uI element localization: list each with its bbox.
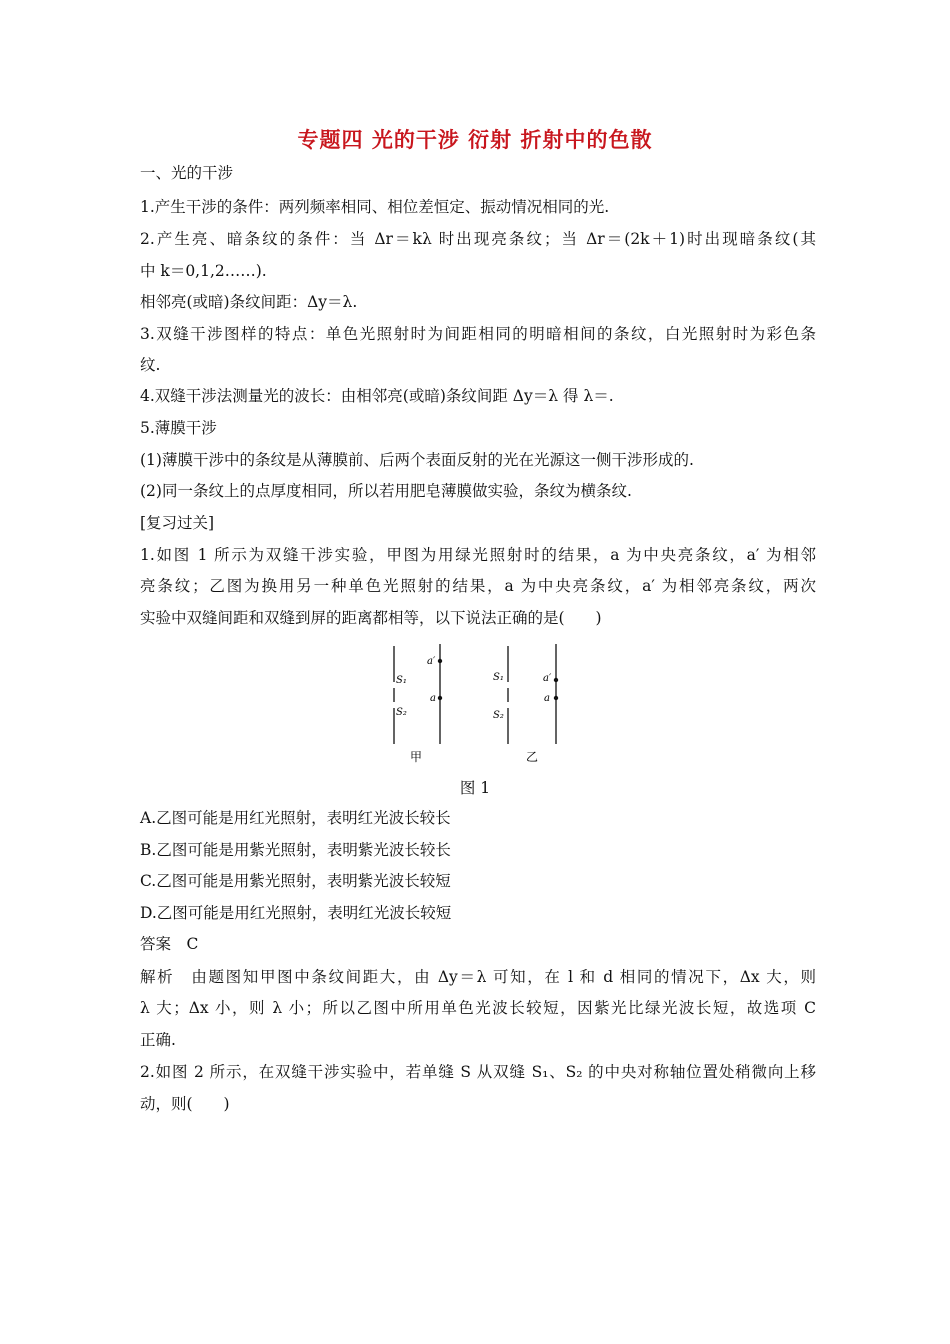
label-a-prime: a′ bbox=[543, 673, 552, 684]
option-c: C.乙图可能是用紫光照射，表明紫光波长较短 bbox=[140, 872, 451, 890]
label-s1: S₁ bbox=[396, 675, 407, 686]
paragraph-wavelength: 4.双缝干涉法测量光的波长：由相邻亮(或暗)条纹间距 Δy＝λ 得 λ＝. bbox=[140, 387, 614, 405]
question1-line-2: 亮条纹；乙图为换用另一种单色光照射的结果，a 为中央亮条纹，a′ 为相邻亮条纹，两次 bbox=[140, 577, 816, 595]
option-a: A.乙图可能是用红光照射，表明红光波长较长 bbox=[140, 809, 451, 827]
question2-line-2: 动，则( ) bbox=[140, 1095, 230, 1113]
answer: 答案 C bbox=[140, 935, 199, 953]
label-a-prime: a′ bbox=[427, 656, 436, 667]
dot-a-prime bbox=[554, 678, 558, 682]
review-heading: [复习过关] bbox=[140, 514, 215, 532]
paragraph-bright-dark-1: 2.产生亮、暗条纹的条件：当 Δr＝kλ 时出现亮条纹；当 Δr＝(2k＋1)时出现暗条纹(其 bbox=[140, 230, 816, 248]
paragraph-thin-film-heading: 5.薄膜干涉 bbox=[140, 419, 217, 437]
label-s1: S₁ bbox=[493, 672, 504, 683]
option-d: D.乙图可能是用红光照射，表明红光波长较短 bbox=[140, 904, 452, 922]
section-heading-interference: 一、光的干涉 bbox=[140, 164, 234, 182]
dot-a bbox=[554, 696, 558, 700]
label-s2: S₂ bbox=[493, 710, 504, 721]
option-b: B.乙图可能是用紫光照射，表明紫光波长较长 bbox=[140, 841, 451, 859]
dot-a bbox=[438, 696, 442, 700]
paragraph-fringe-spacing: 相邻亮(或暗)条纹间距：Δy＝λ. bbox=[140, 293, 358, 311]
dot-a-prime bbox=[438, 659, 442, 663]
paragraph-pattern-1: 3.双缝干涉图样的特点：单色光照射时为间距相同的明暗相间的条纹，白光照射时为彩色条 bbox=[140, 325, 816, 343]
question1-line-1: 1.如图 1 所示为双缝干涉实验，甲图为用绿光照射时的结果，a 为中央亮条纹，a′ 为相邻 bbox=[140, 546, 816, 564]
page-title: 专题四 光的干涉 衍射 折射中的色散 bbox=[297, 128, 653, 152]
paragraph-thin-film-1: (1)薄膜干涉中的条纹是从薄膜前、后两个表面反射的光在光源这一侧干涉形成的. bbox=[140, 451, 694, 469]
question1-line-3: 实验中双缝间距和双缝到屏的距离都相等，以下说法正确的是( ) bbox=[140, 609, 602, 627]
paragraph-condition: 1.产生干涉的条件：两列频率相同、相位差恒定、振动情况相同的光. bbox=[140, 198, 610, 216]
label-a: a bbox=[544, 693, 550, 704]
figure-caption: 图 1 bbox=[459, 779, 491, 797]
label-a: a bbox=[430, 693, 436, 704]
paragraph-thin-film-2: (2)同一条纹上的点厚度相同，所以若用肥皂薄膜做实验，条纹为横条纹. bbox=[140, 482, 632, 500]
figure-yi bbox=[493, 644, 558, 764]
question2-line-1: 2.如图 2 所示，在双缝干涉实验中，若单缝 S 从双缝 S₁、S₂ 的中央对称轴位置处稍微向上移 bbox=[140, 1063, 816, 1081]
label-yi: 乙 bbox=[526, 750, 539, 764]
paragraph-bright-dark-2: 中 k＝0,1,2……). bbox=[140, 262, 267, 280]
figure-jia bbox=[394, 644, 442, 764]
analysis-line-2: λ 大；Δx 小，则 λ 小；所以乙图中所用单色光波长较短，因紫光比绿光波长短，故选项 C bbox=[140, 999, 816, 1017]
label-jia: 甲 bbox=[410, 750, 423, 764]
double-slit-figure bbox=[378, 640, 578, 770]
analysis-line-1: 解析 由题图知甲图中条纹间距大，由 Δy＝λ 可知，在 l 和 d 相同的情况下，Δx 大，则 bbox=[140, 968, 816, 986]
label-s2: S₂ bbox=[396, 707, 407, 718]
analysis-line-3: 正确. bbox=[140, 1031, 176, 1049]
paragraph-pattern-2: 纹. bbox=[140, 356, 161, 374]
